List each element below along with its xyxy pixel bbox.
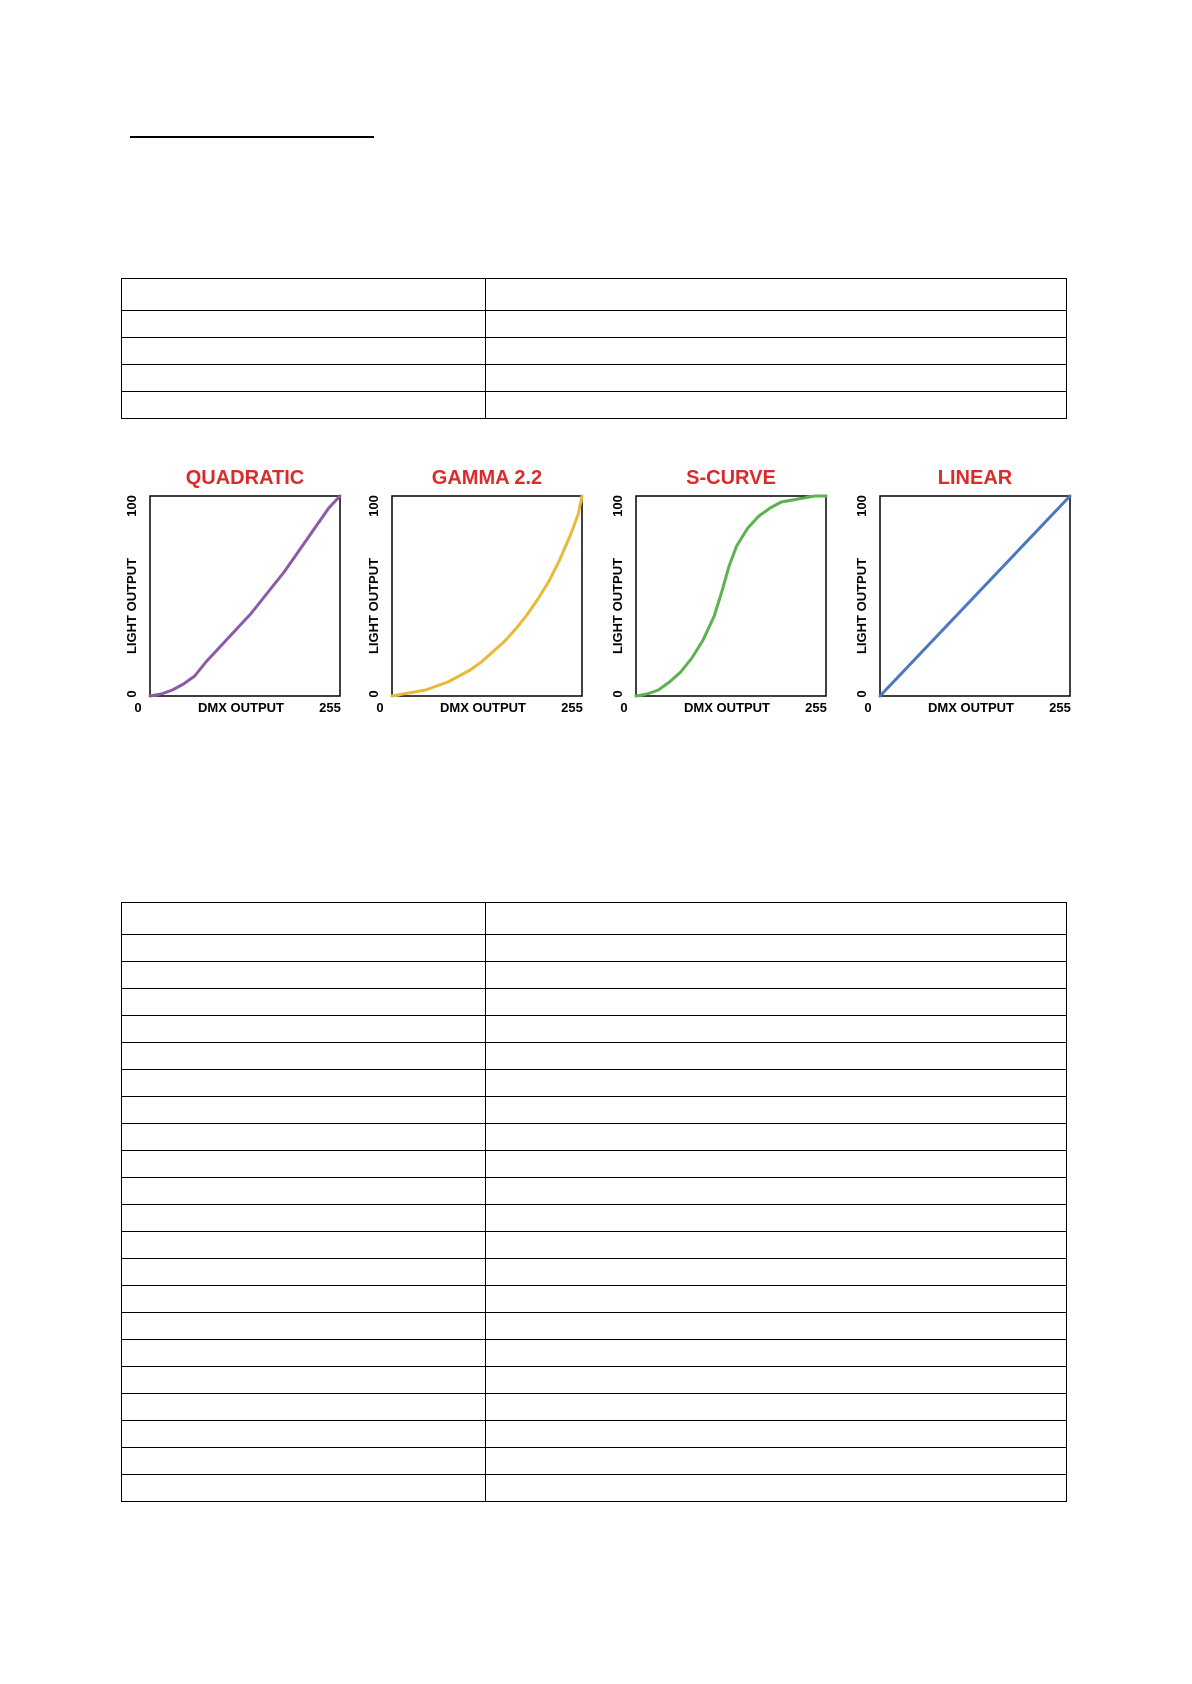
- table-cell: [122, 1178, 486, 1205]
- table-row: [122, 935, 1067, 962]
- table-cell: [122, 1205, 486, 1232]
- table-cell: [486, 1313, 1067, 1340]
- table-cell: [486, 1448, 1067, 1475]
- table-row: [122, 1421, 1067, 1448]
- table-row: [122, 279, 1067, 311]
- table-cell: [122, 1286, 486, 1313]
- plot-frame: [636, 496, 826, 696]
- table-cell: [486, 1340, 1067, 1367]
- x-tick-label: 255: [561, 700, 583, 715]
- series-line: [392, 496, 582, 696]
- y-tick-label: 0: [124, 690, 139, 698]
- x-tick-label: 0: [620, 700, 628, 715]
- table-cell: [122, 1151, 486, 1178]
- chart-title: LINEAR: [937, 467, 1013, 489]
- table-row: [122, 1394, 1067, 1421]
- table-cell: [486, 1043, 1067, 1070]
- y-tick-label: 100: [610, 495, 625, 517]
- table-row: [122, 1367, 1067, 1394]
- table-cell: [486, 1421, 1067, 1448]
- table-cell: [486, 1259, 1067, 1286]
- table-bottom-body: [122, 903, 1067, 1502]
- table-cell: [486, 392, 1067, 419]
- table-row: [122, 1286, 1067, 1313]
- table-cell: [486, 338, 1067, 365]
- chart-2: [366, 467, 583, 715]
- table-cell: [486, 1070, 1067, 1097]
- table-row: [122, 1313, 1067, 1340]
- table-bottom: [121, 902, 1067, 1502]
- table-top-body: [122, 279, 1067, 419]
- table-row: [122, 1232, 1067, 1259]
- table-cell: [122, 1097, 486, 1124]
- table-row: [122, 962, 1067, 989]
- table-cell: [122, 392, 486, 419]
- chart-title: S-CURVE: [686, 467, 776, 489]
- table-cell: [486, 1286, 1067, 1313]
- table-cell: [486, 1232, 1067, 1259]
- table-row: [122, 365, 1067, 392]
- table-cell: [122, 1421, 486, 1448]
- plot-frame: [150, 496, 340, 696]
- y-axis-label: LIGHT OUTPUT: [366, 557, 381, 655]
- table-cell: [122, 1340, 486, 1367]
- table-cell: [486, 1178, 1067, 1205]
- table-row: [122, 1178, 1067, 1205]
- x-axis-label: DMX OUTPUT: [928, 700, 1014, 715]
- table-cell: [486, 1016, 1067, 1043]
- table-row: [122, 1016, 1067, 1043]
- table-row: [122, 338, 1067, 365]
- x-axis-label: DMX OUTPUT: [684, 700, 770, 715]
- table-top: [121, 278, 1067, 419]
- table-row: [122, 311, 1067, 338]
- y-tick-label: 100: [854, 495, 869, 517]
- table-row: [122, 1151, 1067, 1178]
- table-cell: [486, 962, 1067, 989]
- table-cell: [486, 365, 1067, 392]
- table-row: [122, 392, 1067, 419]
- y-tick-label: 0: [854, 690, 869, 698]
- y-axis-label: LIGHT OUTPUT: [854, 557, 869, 655]
- table-cell: [122, 1043, 486, 1070]
- table-cell: [486, 279, 1067, 311]
- series-line: [150, 496, 340, 696]
- chart-4: [854, 467, 1071, 715]
- table-cell: [486, 935, 1067, 962]
- table-cell: [122, 1313, 486, 1340]
- table-cell: [486, 1097, 1067, 1124]
- y-tick-label: 0: [610, 690, 625, 698]
- table-cell: [122, 903, 486, 935]
- x-tick-label: 0: [864, 700, 872, 715]
- table-cell: [486, 903, 1067, 935]
- table-row: [122, 903, 1067, 935]
- table-row: [122, 989, 1067, 1016]
- plot-frame: [392, 496, 582, 696]
- x-tick-label: 255: [1049, 700, 1071, 715]
- table-row: [122, 1259, 1067, 1286]
- table-row: [122, 1124, 1067, 1151]
- table-cell: [122, 338, 486, 365]
- y-axis-label: LIGHT OUTPUT: [124, 557, 139, 655]
- table-row: [122, 1043, 1067, 1070]
- chart-1: [124, 467, 341, 715]
- table-cell: [122, 989, 486, 1016]
- table-cell: [486, 1151, 1067, 1178]
- table-cell: [486, 989, 1067, 1016]
- table-row: [122, 1097, 1067, 1124]
- heading-underline: [130, 136, 374, 138]
- table-cell: [122, 1475, 486, 1502]
- table-cell: [486, 1475, 1067, 1502]
- table-row: [122, 1205, 1067, 1232]
- y-tick-label: 100: [124, 495, 139, 517]
- table-cell: [122, 311, 486, 338]
- table-row: [122, 1070, 1067, 1097]
- x-tick-label: 255: [805, 700, 827, 715]
- table-cell: [122, 1259, 486, 1286]
- y-tick-label: 100: [366, 495, 381, 517]
- chart-title: GAMMA 2.2: [431, 467, 543, 489]
- x-tick-label: 0: [134, 700, 142, 715]
- table-cell: [122, 1367, 486, 1394]
- table-cell: [486, 311, 1067, 338]
- y-axis-label: LIGHT OUTPUT: [610, 557, 625, 655]
- x-tick-label: 255: [319, 700, 341, 715]
- x-tick-label: 0: [376, 700, 384, 715]
- x-axis-label: DMX OUTPUT: [198, 700, 284, 715]
- table-cell: [122, 1070, 486, 1097]
- table-cell: [122, 1124, 486, 1151]
- table-row: [122, 1448, 1067, 1475]
- table-cell: [122, 1016, 486, 1043]
- table-cell: [122, 935, 486, 962]
- table-cell: [122, 365, 486, 392]
- table-cell: [486, 1205, 1067, 1232]
- y-tick-label: 0: [366, 690, 381, 698]
- chart-title: QUADRATIC: [185, 467, 305, 489]
- table-cell: [486, 1124, 1067, 1151]
- table-cell: [122, 1232, 486, 1259]
- chart-3: [610, 467, 827, 715]
- table-cell: [122, 279, 486, 311]
- table-cell: [486, 1394, 1067, 1421]
- table-cell: [486, 1367, 1067, 1394]
- x-axis-label: DMX OUTPUT: [440, 700, 526, 715]
- series-line: [636, 496, 826, 696]
- table-cell: [122, 962, 486, 989]
- table-row: [122, 1340, 1067, 1367]
- table-cell: [122, 1448, 486, 1475]
- table-cell: [122, 1394, 486, 1421]
- curve-charts: [0, 460, 1192, 730]
- series-line: [880, 496, 1070, 696]
- table-row: [122, 1475, 1067, 1502]
